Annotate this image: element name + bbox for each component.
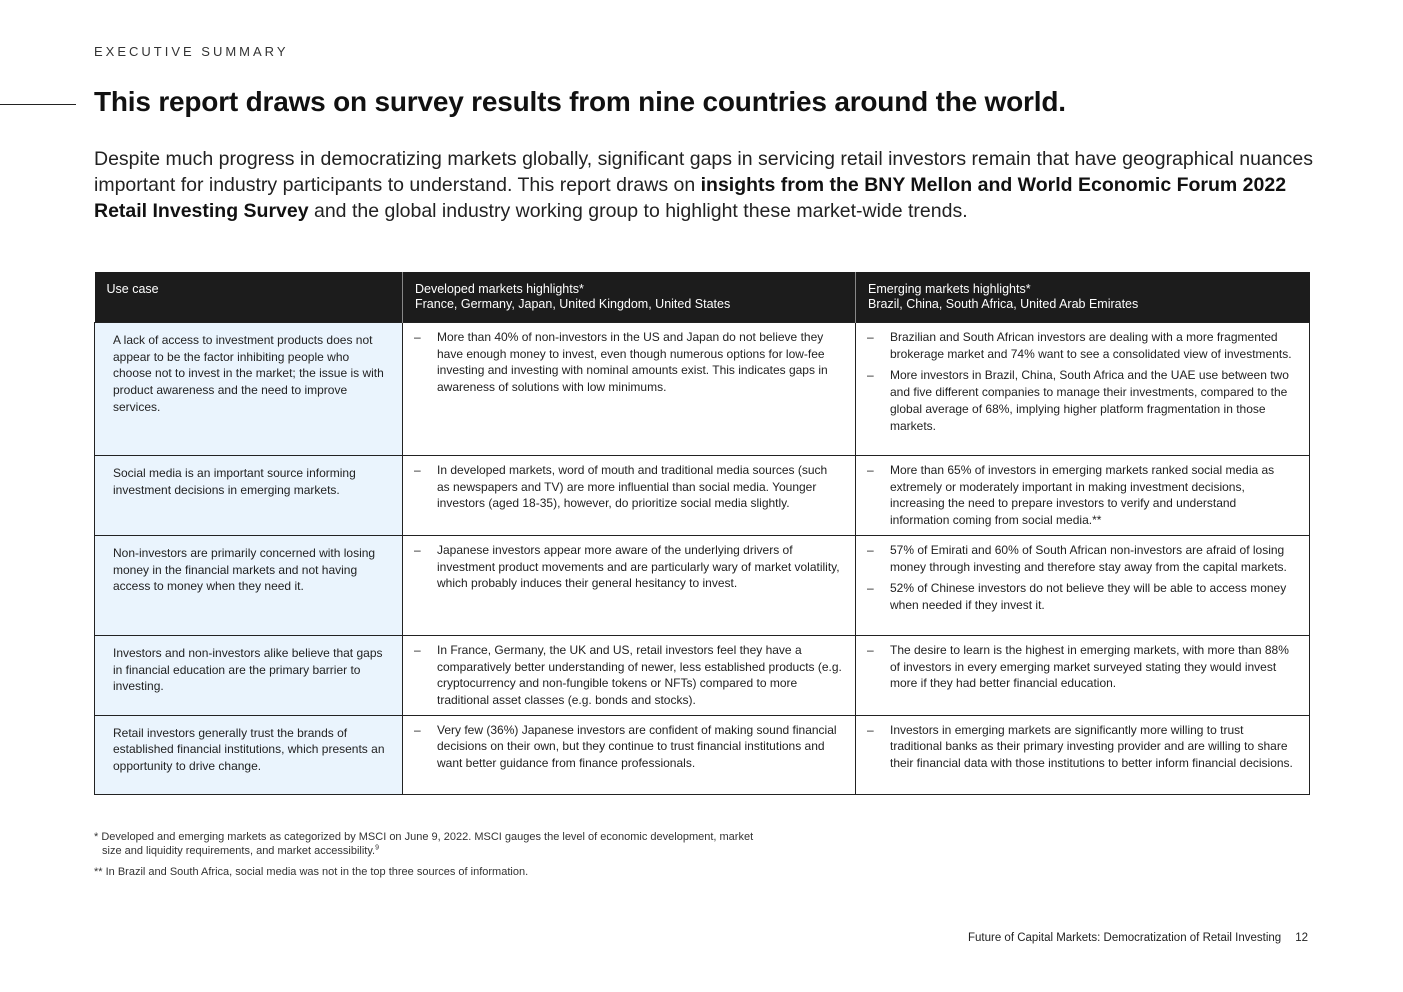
- bullet: [414, 722, 843, 772]
- use-case-cell: Non-investors are primarily concerned with losing money in the financial markets and not having access to money when they need it.: [95, 535, 403, 635]
- dash: –: [867, 642, 874, 657]
- bullet: [414, 462, 843, 512]
- dash: –: [867, 330, 874, 344]
- bullet-text: 57% of Emirati and 60% of South African non-investors are afraid of losing money through investing and therefore stay away from the capital markets.: [890, 542, 1287, 574]
- page-number: 12: [1295, 932, 1308, 944]
- emerging-cell: [856, 535, 1310, 635]
- developed-cell: [403, 635, 856, 715]
- column-header-use-case: [95, 272, 403, 323]
- table-header-row: [95, 272, 1310, 323]
- bullet-text: Investors in emerging markets are significantly more willing to trust traditional banks as their primary investing provider and are willing to share their financial data with those institutions to better inform financial decisions.: [890, 722, 1293, 771]
- column-header-subtitle: Brazil, China, South Africa, United Arab Emirates: [868, 297, 1139, 311]
- bullet: [867, 462, 1297, 529]
- table-row: [95, 323, 1310, 456]
- column-header-developed: [403, 272, 856, 323]
- table-row: [95, 456, 1310, 536]
- bullet: [414, 542, 843, 592]
- bullet: [867, 367, 1297, 434]
- footnote-2: ** In Brazil and South Africa, social media was not in the top three sources of information.: [94, 866, 529, 878]
- developed-cell: [403, 715, 856, 794]
- dash: –: [414, 722, 421, 737]
- use-case-cell: Retail investors generally trust the brands of established financial institutions, which presents an opportunity to drive change.: [95, 715, 403, 794]
- emerging-cell: [856, 456, 1310, 536]
- bullet-text: Brazilian and South African investors are dealing with a more fragmented brokerage market and 74% want to see a consolidated view of investments.: [890, 330, 1292, 361]
- footnote-ref: 9: [375, 843, 379, 851]
- emerging-cell: [856, 715, 1310, 794]
- column-header-title: Developed markets highlights*: [415, 282, 584, 296]
- bullet-text: In developed markets, word of mouth and traditional media sources (such as newspapers and TV) are more influential than social media. Younger investors (aged 18-35), however, do prioritize social media slightly.: [437, 463, 828, 511]
- developed-cell: [403, 323, 856, 456]
- section-label: EXECUTIVE SUMMARY: [94, 44, 289, 59]
- bullet-text: More investors in Brazil, China, South Africa and the UAE use between two and five different companies to manage their investments, compared to the global average of 68%, implying higher platform fragmentation in those markets.: [890, 368, 1289, 433]
- bullet: [867, 722, 1297, 772]
- developed-cell: [403, 456, 856, 536]
- column-header-title: Use case: [106, 282, 159, 296]
- bullet: [414, 329, 843, 396]
- intro-text-before: Despite much progress in democratizing markets globally, significant gaps in servicing retail investors remain that have geographical nuances important for industry participants to understand. This report draws on: [94, 148, 1313, 196]
- emerging-cell: [856, 323, 1310, 456]
- footnote-1-line-2-wrap: [94, 845, 854, 859]
- bullet-text: In France, Germany, the UK and US, retail investors feel they have a comparatively better understanding of newer, less established products (e.g. cryptocurrency and non-fungible tokens or NFTs) compared to more traditional asset classes (e.g. bonds and stocks).: [437, 642, 842, 707]
- dash: –: [867, 463, 874, 477]
- intro-text-after: and the global industry working group to highlight these market-wide trends.: [308, 200, 968, 222]
- footnote-1: [94, 831, 854, 858]
- footer-subtitle: Democratization of Retail Investing: [1100, 932, 1282, 944]
- footnote-1-line-2: size and liquidity requirements, and market accessibility.: [102, 844, 376, 857]
- developed-cell: [403, 535, 856, 635]
- table-row: [95, 715, 1310, 794]
- page-title: This report draws on survey results from nine countries around the world.: [94, 86, 1066, 117]
- use-case-cell: Investors and non-investors alike believe that gaps in financial education are the primary barrier to investing.: [95, 635, 403, 715]
- highlights-table: [94, 272, 1310, 795]
- bullet: [867, 642, 1297, 692]
- bullet-text: Very few (36%) Japanese investors are confident of making sound financial decisions on their own, but they continue to trust financial institutions and want better guidance from finance professionals.: [437, 722, 837, 771]
- dash: –: [414, 542, 421, 557]
- use-case-cell: A lack of access to investment products does not appear to be the factor inhibiting people who choose not to invest in the market; the issue is with product awareness and the need to improve services.: [95, 323, 403, 456]
- dash: –: [867, 368, 874, 383]
- column-header-subtitle: France, Germany, Japan, United Kingdom, United States: [415, 297, 731, 311]
- intro-paragraph: [94, 146, 1314, 224]
- bullet-text: More than 65% of investors in emerging markets ranked social media as extremely or moderately important in making investment decisions, increasing the need to prepare investors to verify and understand information coming from social media.**: [890, 463, 1275, 528]
- bullet: [867, 580, 1297, 613]
- bullet: [867, 542, 1297, 575]
- intro-bold: insights from the BNY Mellon and World Economic Forum 2022 Retail Investing Survey: [94, 174, 1287, 222]
- dash: –: [867, 722, 874, 737]
- dash: –: [414, 463, 421, 477]
- bullet-text: 52% of Chinese investors do not believe they will be able to access money when needed if they invest it.: [890, 581, 1287, 612]
- footer-publication: Future of Capital Markets:: [968, 932, 1101, 944]
- title-rule: [0, 104, 76, 105]
- bullet-text: More than 40% of non-investors in the US and Japan do not believe they have enough money to invest, even though numerous options for low-fee investing and investing with nominal amounts exist. This indicates gaps in awareness of solutions with low minimums.: [437, 330, 828, 395]
- table-row: [95, 535, 1310, 635]
- dash: –: [414, 330, 421, 344]
- dash: –: [867, 581, 874, 596]
- use-case-cell: Social media is an important source informing investment decisions in emerging markets.: [95, 456, 403, 536]
- table-row: [95, 635, 1310, 715]
- dash: –: [867, 542, 874, 557]
- bullet: [867, 329, 1297, 362]
- page-footer: [968, 932, 1308, 944]
- bullet-text: The desire to learn is the highest in emerging markets, with more than 88% of investors in every emerging market surveyed stating they would invest more if they had better financial education.: [890, 642, 1289, 691]
- emerging-cell: [856, 635, 1310, 715]
- bullet-text: Japanese investors appear more aware of the underlying drivers of investment product movements and are particularly wary of market volatility, which probably induces their general hesitancy to invest.: [437, 542, 840, 591]
- bullet: [414, 642, 843, 709]
- column-header-emerging: [856, 272, 1310, 323]
- footnote-1-line-1: * Developed and emerging markets as categorized by MSCI on June 9, 2022. MSCI gauges the level of economic development, market: [94, 831, 754, 843]
- column-header-title: Emerging markets highlights*: [868, 282, 1031, 296]
- dash: –: [414, 642, 421, 657]
